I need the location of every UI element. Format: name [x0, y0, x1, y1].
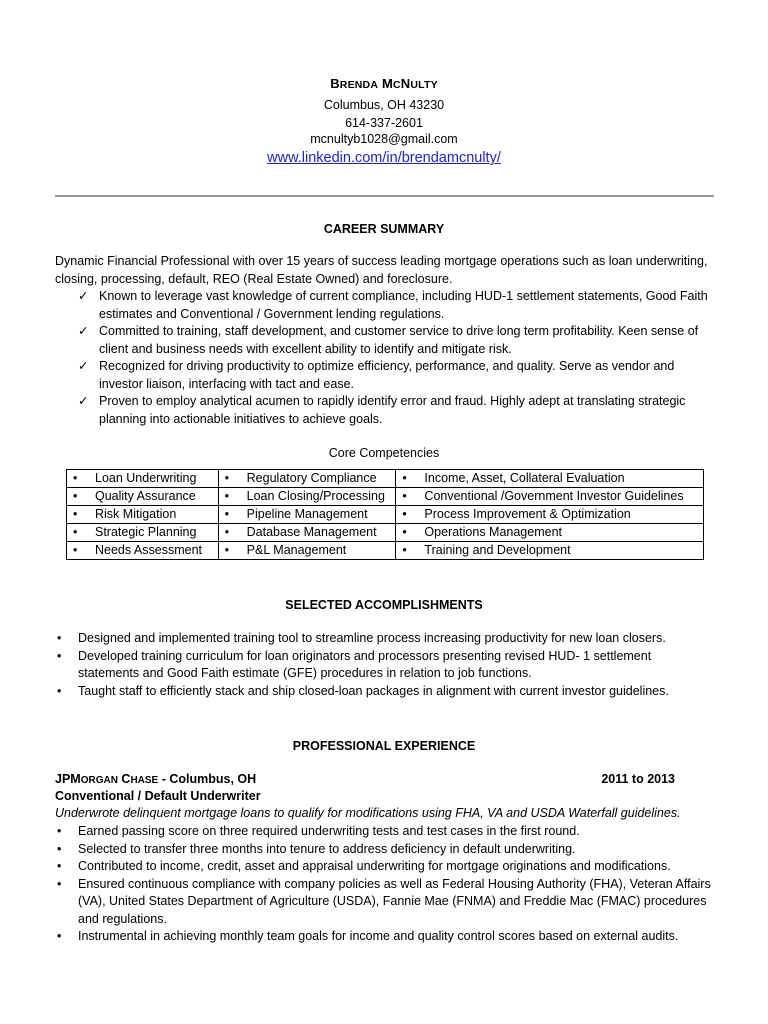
experience-title: PROFESSIONAL EXPERIENCE	[292, 739, 476, 753]
phone: 614-337-2601	[345, 116, 423, 130]
list-item: • Developed training curriculum for loan originators and processors presenting revised HUD- 1 settlement statements and Good Faith estimate (GFE) procedures in relation to job functions.	[57, 648, 652, 680]
table-row	[67, 542, 704, 560]
competencies-table	[66, 469, 704, 560]
list-item: • Contributed to income, credit, asset and appraisal underwriting for mortgage originations and modifications.	[57, 859, 671, 873]
competency-cell: • Quality Assurance	[67, 488, 219, 506]
accomplishments-title: SELECTED ACCOMPLISHMENTS	[285, 598, 483, 612]
header-divider	[55, 195, 714, 197]
career-summary-intro: Dynamic Financial Professional with over 15 years of success leading mortgage operations such as loan underwriting, closing, processing, default, REO (Real Estate Owned) and foreclosure.	[55, 254, 708, 286]
career-summary-title: CAREER SUMMARY	[323, 222, 445, 236]
summary-point: ✓ Recognized for driving productivity to optimize efficiency, performance, and quality. Serve as vendor and investor liaison, interfacing with tact and ease.	[78, 359, 675, 391]
checkmark-icon: ✓	[78, 289, 89, 303]
competency-cell: • Income, Asset, Collateral Evaluation	[396, 470, 704, 488]
summary-point: ✓ Proven to employ analytical acumen to rapidly identify error and fraud. Highly adept at translating strategic planning into actionable initiatives to achieve goals.	[78, 394, 686, 426]
list-item: • Designed and implemented training tool to streamline process increasing productivity for new loan closers.	[57, 631, 666, 645]
competency-cell: • Needs Assessment	[67, 542, 219, 560]
job-dates: 2011 to 2013	[601, 772, 675, 786]
list-item: • Taught staff to efficiently stack and ship closed-loan packages in alignment with current investor guidelines.	[57, 683, 669, 698]
competency-cell: • Conventional /Government Investor Guidelines	[396, 488, 704, 506]
core-competencies-title: Core Competencies	[328, 446, 440, 460]
competency-cell: • Operations Management	[396, 524, 704, 542]
checkmark-icon: ✓	[78, 359, 89, 373]
competency-cell: • Process Improvement & Optimization	[396, 506, 704, 524]
list-item: • Instrumental in achieving monthly team goals for income and quality control scores based on external audits.	[57, 929, 679, 943]
email: mcnultyb1028@gmail.com	[310, 132, 458, 146]
list-item: • Ensured continuous compliance with company policies as well as Federal Housing Authority (FHA), Veteran Affairs (VA), United States Department of Agriculture (USDA), Fannie Mae (FNMA) and Freddie Mac (FMAC) procedures and regulations.	[57, 876, 711, 926]
list-item: • Earned passing score on three required underwriting tests and test cases in the first round.	[57, 824, 580, 838]
job-header	[55, 771, 675, 789]
table-row	[67, 470, 704, 488]
candidate-name: BRENDA MCNULTY	[330, 76, 438, 91]
job-duties-list	[55, 823, 715, 946]
accomplishments-list	[55, 630, 715, 700]
address: Columbus, OH 43230	[323, 98, 445, 112]
checkmark-icon: ✓	[78, 394, 89, 408]
job-location: - Columbus, OH	[158, 772, 257, 786]
list-item: • Selected to transfer three months into tenure to address deficiency in default underwriting.	[57, 841, 576, 856]
competency-cell: • Training and Development	[396, 542, 704, 560]
summary-point: ✓ Committed to training, staff development, and customer service to drive long term profitability. Keen sense of client and business needs with excellent ability to identify and mitigate risk.	[78, 324, 699, 356]
company-name: JPMORGAN CHASE	[55, 772, 159, 786]
competency-cell: • Database Management	[218, 524, 396, 542]
competency-cell: • Loan Closing/Processing	[218, 488, 396, 506]
linkedin-link[interactable]: www.linkedin.com/in/brendamcnulty/	[267, 150, 501, 166]
competency-cell: • P&L Management	[218, 542, 396, 560]
career-summary-list	[78, 288, 718, 428]
table-row	[67, 506, 704, 524]
checkmark-icon: ✓	[78, 324, 89, 338]
competency-cell: • Regulatory Compliance	[218, 470, 396, 488]
linkedin-row	[0, 149, 768, 167]
competency-cell: • Risk Mitigation	[67, 506, 219, 524]
job-role: Conventional / Default Underwriter	[55, 789, 261, 803]
job-description: Underwrote delinquent mortgage loans to qualify for modifications using FHA, VA and USDA Waterfall guidelines.	[55, 806, 681, 820]
table-row	[67, 524, 704, 542]
summary-point: ✓ Known to leverage vast knowledge of current compliance, including HUD-1 settlement statements, Good Faith estimates and Conventional / Government lending regulations.	[78, 289, 708, 321]
competency-cell: • Pipeline Management	[218, 506, 396, 524]
table-row	[67, 488, 704, 506]
competency-cell: • Loan Underwriting	[67, 470, 219, 488]
competency-cell: • Strategic Planning	[67, 524, 219, 542]
